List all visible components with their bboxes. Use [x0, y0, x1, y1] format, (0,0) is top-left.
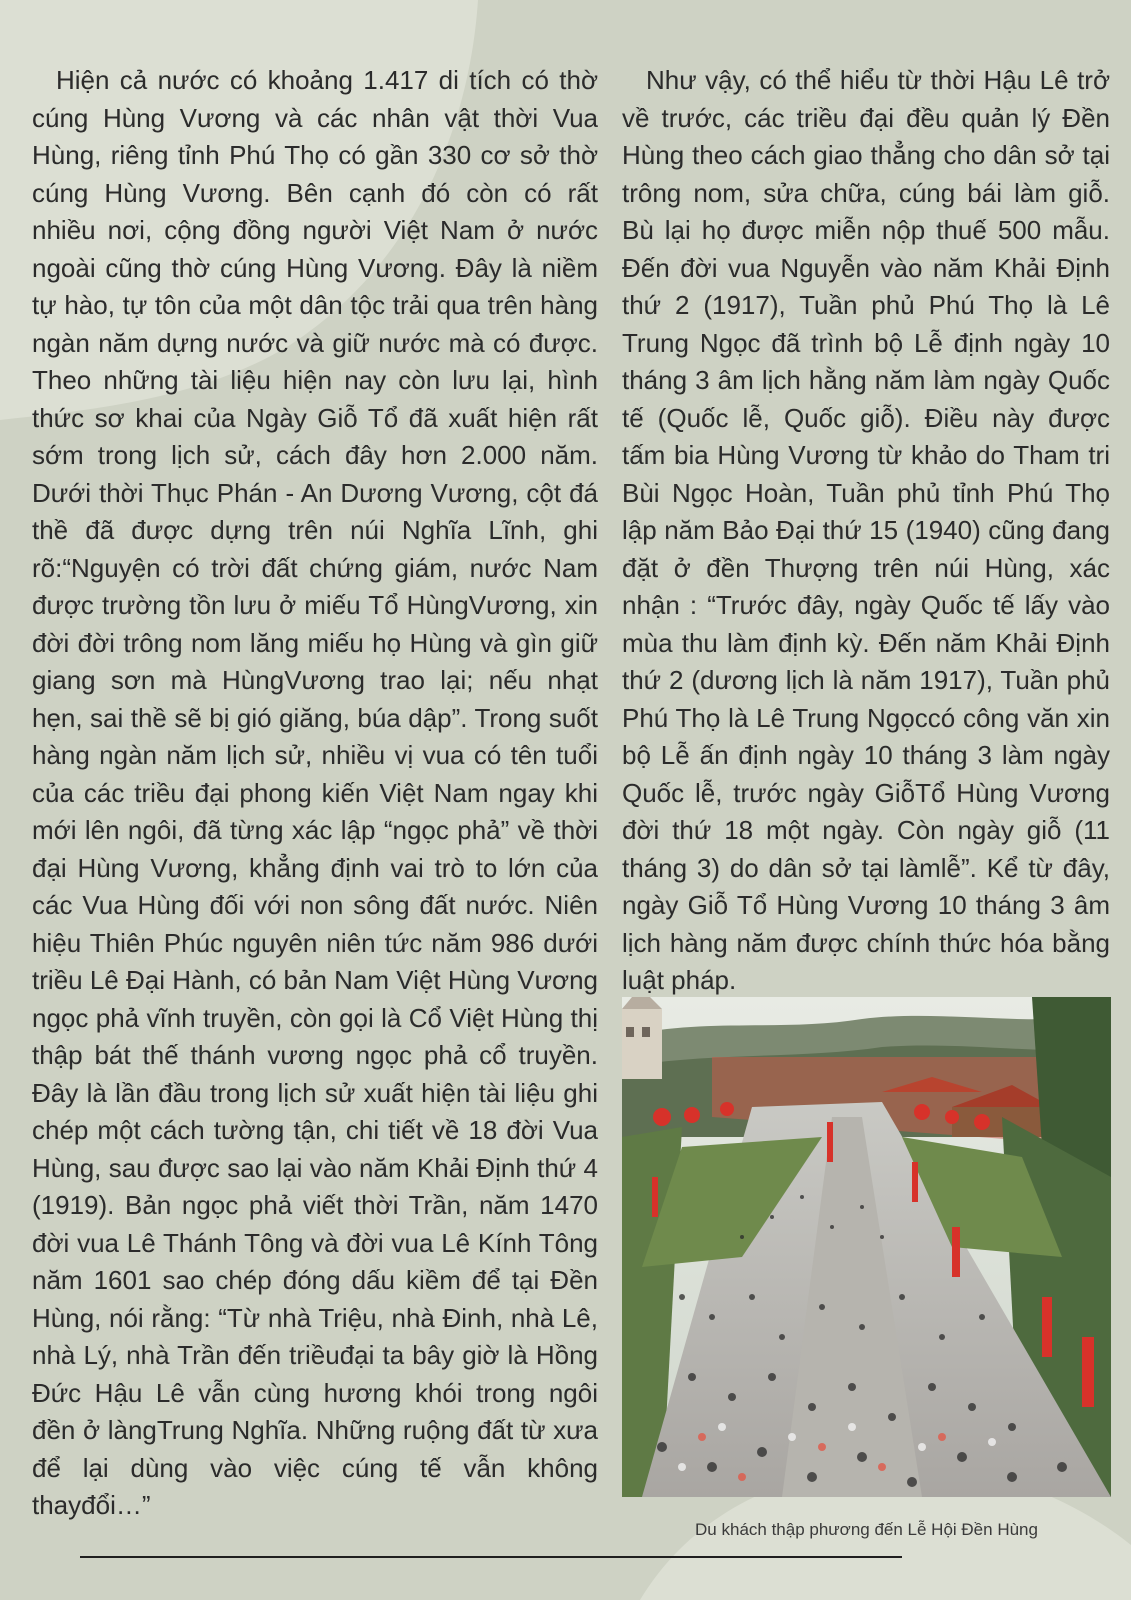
left-column-text: Hiện cả nước có khoảng 1.417 di tích có thờ cúng Hùng Vương và các nhân vật thời Vua Hùng, riêng tỉnh Phú Thọ có gần 330 cơ sở thờ cúng Hùng Vương. Bên cạnh đó còn có rất nhiều nơi, cộng đồng người Việt Nam ở nước ngoài cũng thờ cúng Hùng Vương. Đây là niềm tự hào, tự tôn của một dân tộc trải qua trên hàng ngàn năm dựng nước và giữ nước mà có được. Theo những tài liệu hiện nay còn lưu lại, hình thức sơ khai của Ngày Giỗ Tổ đã xuất hiện rất sớm trong lịch sử, cách đây hơn 2.000 năm. Dưới thời Thục Phán - An Dương Vương, cột đá thề đã được dựng trên núi Nghĩa Lĩnh, ghi rõ:“Nguyện có trời đất chứng giám, nước Nam được trường tồn lưu ở miếu Tổ HùngVương, xin đời đời trông nom lăng miếu họ Hùng và gìn giữ giang sơn mà HùngVương trao lại; nếu nhạt hẹn, sai thề sẽ bị gió giăng, búa dập”. Trong suốt hàng ngàn năm lịch sử, nhiều vị vua có tên tuổi của các triều đại phong kiến Việt Nam ngay khi mới lên ngôi, đã từng xác lập “ngọc phả” về thời đại Hùng Vương, khẳng định vai trò to lớn của các Vua Hùng đối với non sông đất nước. Niên hiệu Thiên Phúc nguyên niên tức năm 986 dưới triều Lê Đại Hành, có bản Nam Việt Hùng Vương ngọc phả vĩnh truyền, còn gọi là Cổ Việt Hùng thị thập bát thế thánh vương ngọc phả cổ truyền. Đây là lần đầu trong lịch sử xuất hiện tài liệu ghi chép một cách tường tận, chi tiết về 18 đời Vua Hùng, sau được sao lại vào năm Khải Định thứ 4 (1919). Bản ngọc phả viết thời Trần, năm 1470 đời vua Lê Thánh Tông và đời vua Lê Kính Tông năm 1601 sao chép đóng dấu kiềm để tại Đền Hùng, nói rằng: “Từ nhà Triệu, nhà Đinh, nhà Lê, nhà Lý, nhà Trần đến triềuđại ta bây giờ là Hồng Đức Hậu Lê vẫn cùng hương khói trong ngôi đền ở làngTrung Nghĩa. Những ruộng đất từ xưa để lại dùng vào việc cúng tế vẫn không thayđổi…”	[32, 65, 598, 1520]
right-column-text: Như vậy, có thể hiểu từ thời Hậu Lê trở về trước, các triều đại đều quản lý Đền Hùng theo cách giao thẳng cho dân sở tại trông nom, sửa chữa, cúng bái làm giỗ. Bù lại họ được miễn nộp thuế 500 mẫu. Đến đời vua Nguyễn vào năm Khải Định thứ 2 (1917), Tuần phủ Phú Thọ là Lê Trung Ngọc đã trình bộ Lễ định ngày 10 tháng 3 âm lịch hằng năm làm ngày Quốc tế (Quốc lễ, Quốc giỗ). Điều này được tấm bia Hùng Vương từ khảo do Tham tri Bùi Ngọc Hoàn, Tuần phủ tỉnh Phú Thọ lập năm Bảo Đại thứ 15 (1940) cũng đang đặt ở đền Thượng trên núi Hùng, xác nhận : “Trước đây, ngày Quốc tế lấy vào mùa thu làm định kỳ. Đến năm Khải Định thứ 2 (dương lịch là năm 1917), Tuần phủ Phú Thọ là Lê Trung Ngọccó công văn xin bộ Lễ ấn định ngày 10 tháng 3 làm ngày Quốc lễ, trước ngày GiỗTổ Hùng Vương đời thứ 18 một ngày. Còn ngày giỗ (11 tháng 3) do dân sở tại làmlễ”. Kể từ đây, ngày Giỗ Tổ Hùng Vương 10 tháng 3 âm lịch hàng năm được chính thức hóa bằng luật pháp.	[622, 65, 1110, 995]
festival-photo	[622, 997, 1111, 1497]
festival-crowd-photo-icon	[622, 997, 1111, 1497]
bottom-rule	[80, 1556, 902, 1558]
photo-caption: Du khách thập phương đến Lễ Hội Đền Hùng	[695, 1520, 1038, 1539]
